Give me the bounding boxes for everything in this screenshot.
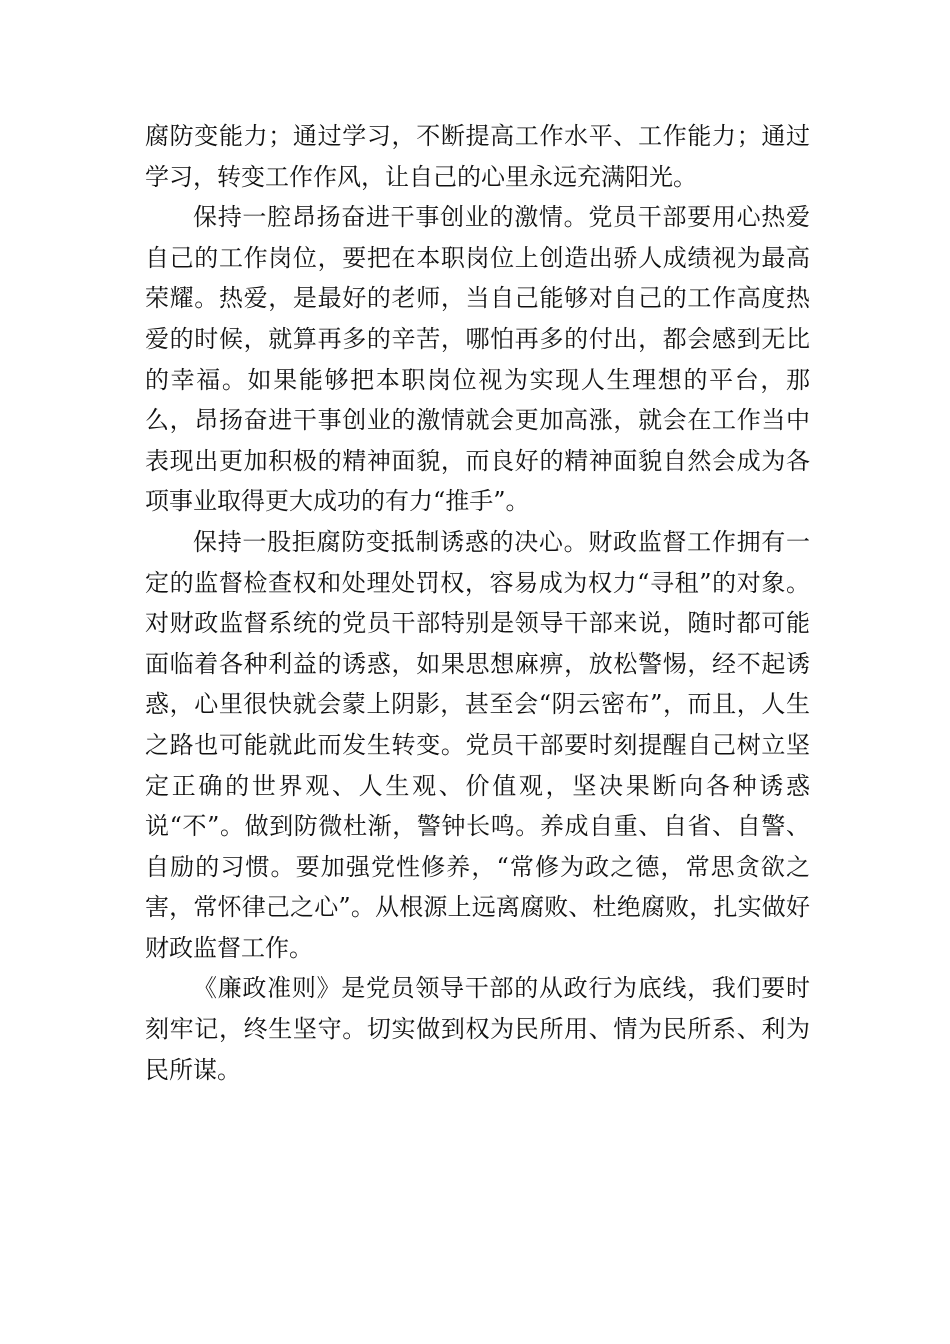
body-text: [145, 116, 810, 1090]
paragraph-integrity-code: 《廉政准则》是党员领导干部的从政行为底线，我们要时刻牢记，终生坚守。切实做到权为民所用、情为民所系、利为民所谋。: [145, 974, 810, 1084]
paragraph-passion: 保持一腔昂扬奋进干事创业的激情。党员干部要用心热爱自己的工作岗位，要把在本职岗位上创造出骄人成绩视为最高荣耀。热爱，是最好的老师，当自己能够对自己的工作高度热爱的时候，就算再多的辛苦，哪怕再多的付出，都会感到无比的幸福。如果能够把本职岗位视为实现人生理想的平台，那么，昂扬奋进干事创业的激情就会更加高涨，就会在工作当中表现出更加积极的精神面貌，而良好的精神面貌自然会成为各项事业取得更大成功的有力“推手”。: [145, 203, 810, 516]
paragraph-resist-temptation: 保持一股拒腐防变抵制诱惑的决心。财政监督工作拥有一定的监督检查权和处理处罚权，容易成为权力“寻租”的对象。对财政监督系统的党员干部特别是领导干部来说，随时都可能面临着各种利益的诱惑，如果思想麻痹，放松警惕，经不起诱惑，心里很快就会蒙上阴影，甚至会“阴云密布”，而且，人生之路也可能就此而发生转变。党员干部要时刻提醒自己树立坚定正确的世界观、人生观、价值观，坚决果断向各种诱惑说“不”。做到防微杜渐，警钟长鸣。养成自重、自省、自警、自励的习惯。要加强党性修养，“常修为政之德，常思贪欲之害，常怀律己之心”。从根源上远离腐败、杜绝腐败，扎实做好财政监督工作。: [145, 527, 810, 962]
paragraph-continuation: 腐防变能力；通过学习，不断提高工作水平、工作能力；通过学习，转变工作作风，让自己的心里永远充满阳光。: [145, 122, 810, 191]
